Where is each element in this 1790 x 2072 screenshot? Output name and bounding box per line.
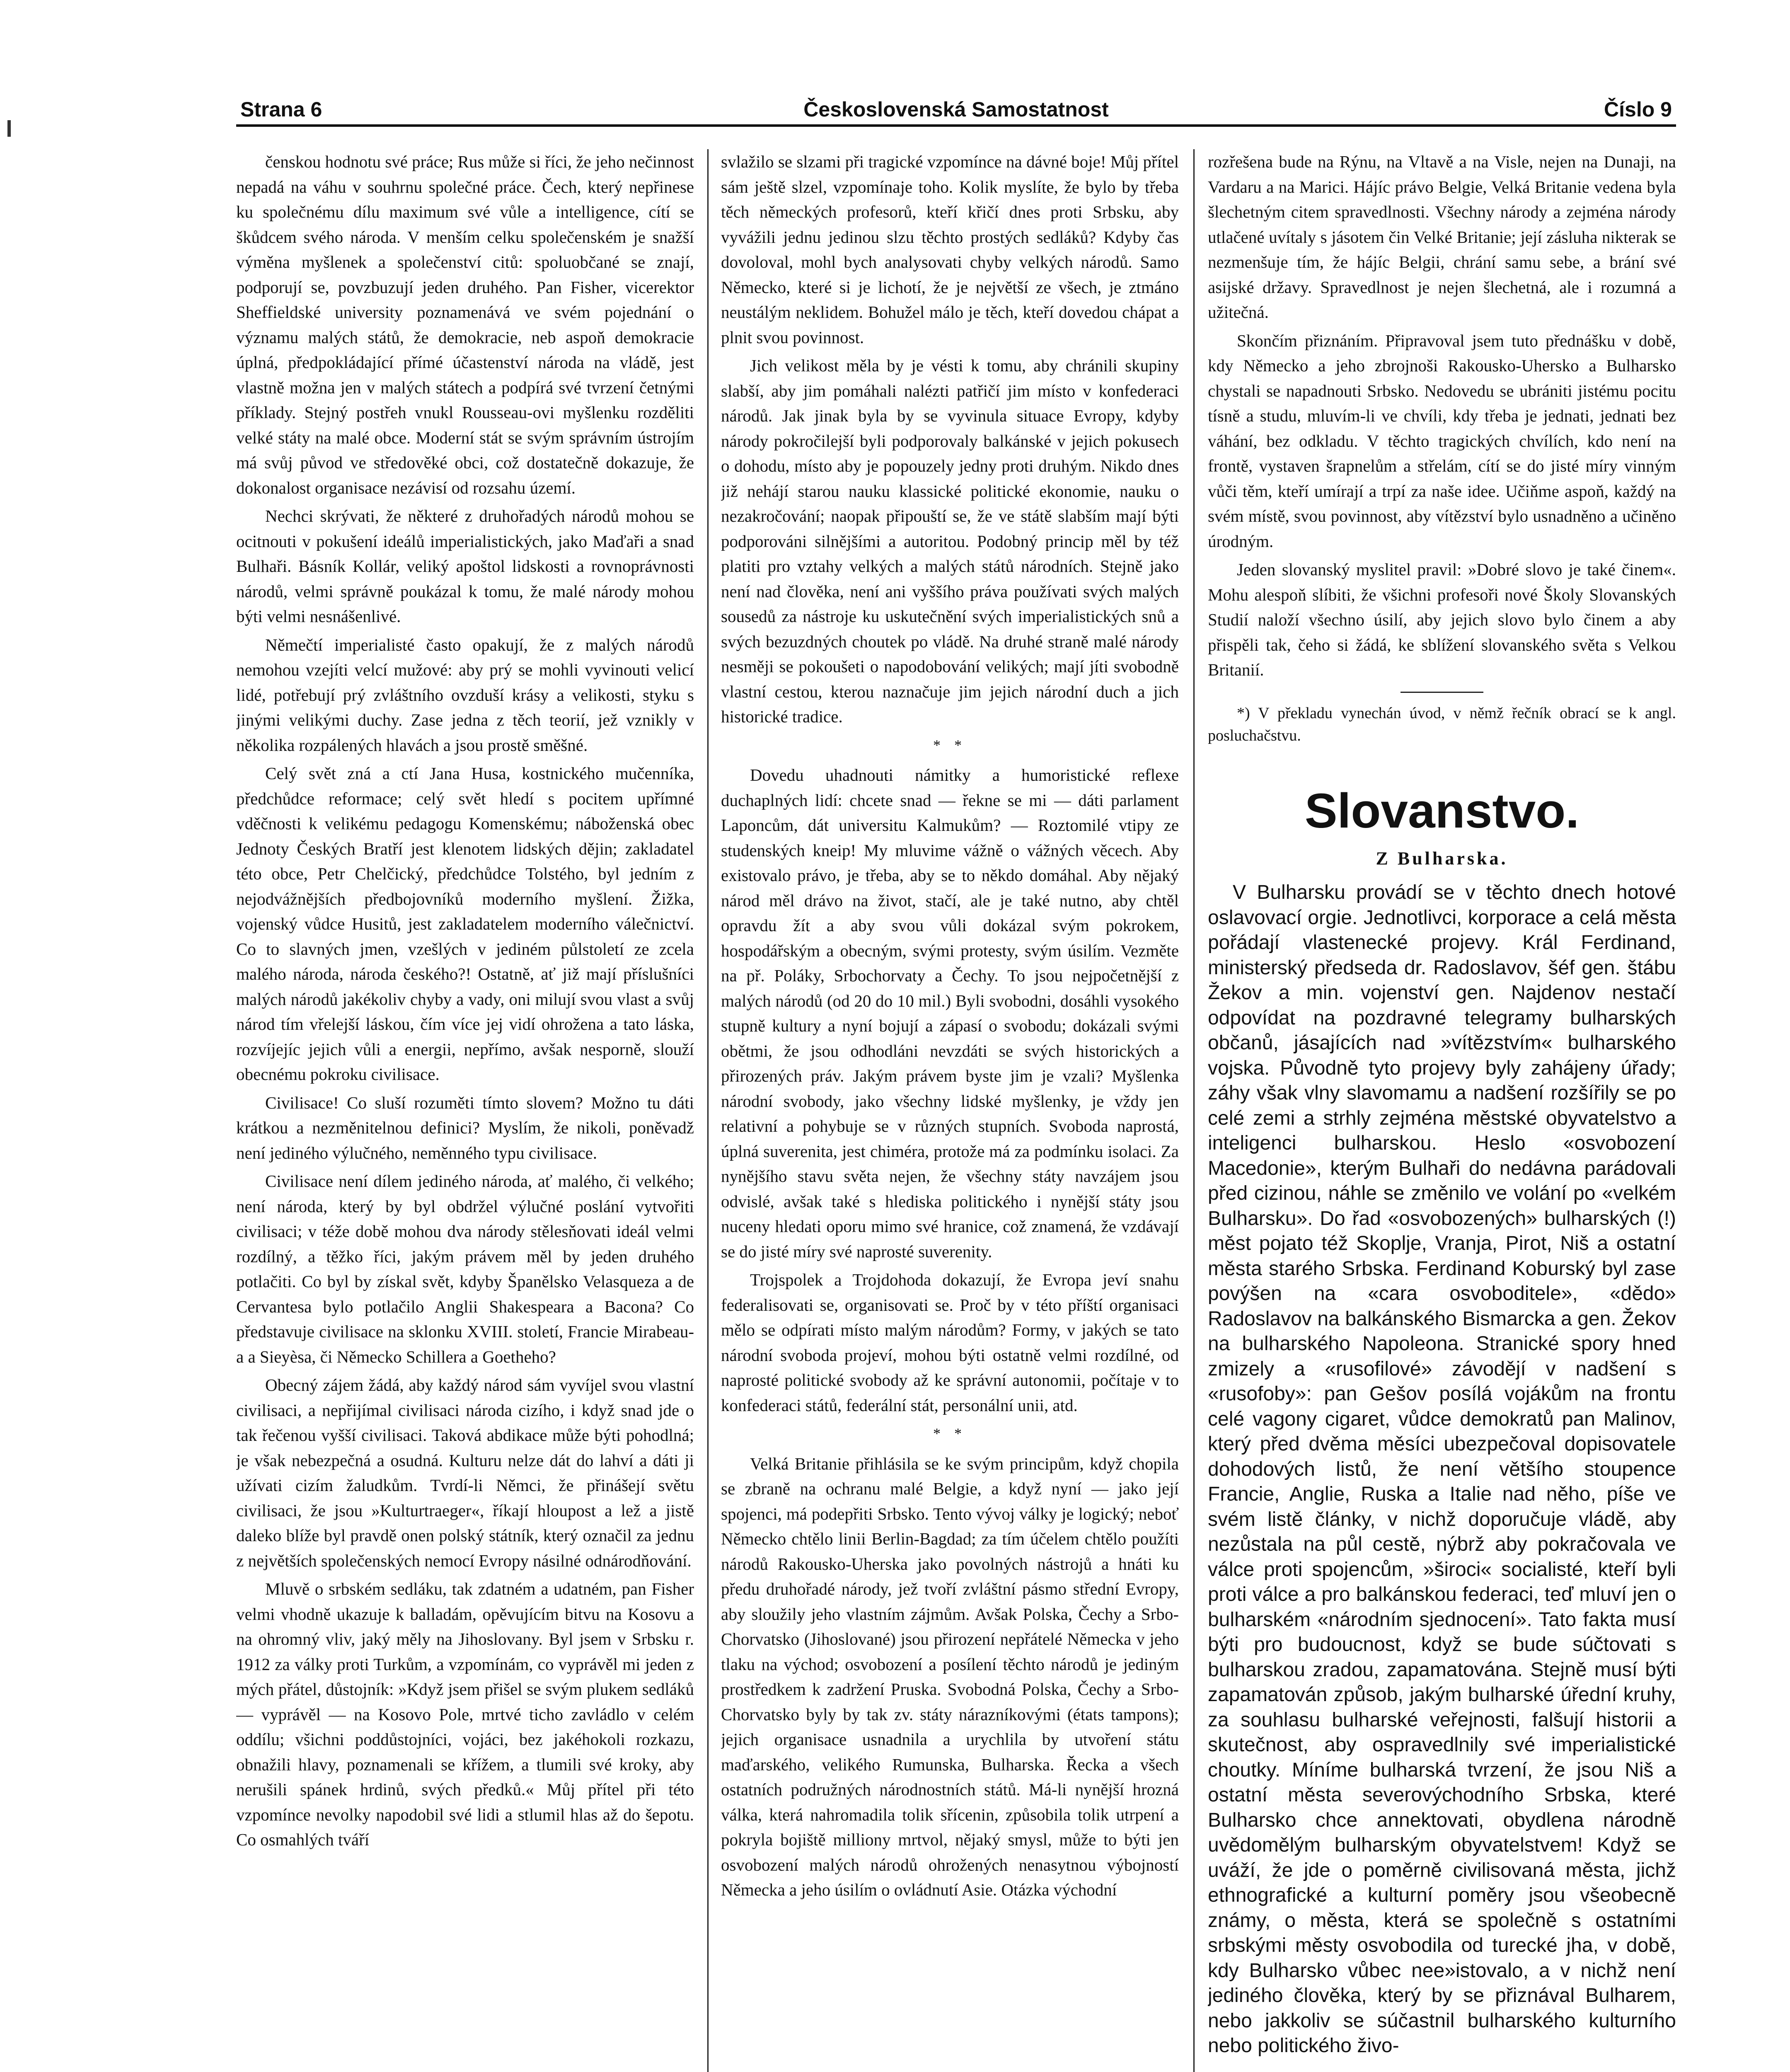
- paragraph: Celý svět zná a ctí Jana Husa, kostnického mučenníka, předchůdce reformace; celý svět hledí s pocitem upřímné vděčnosti k velikému pedagogu Komenskému; náboženská obec Jednoty Českých Bratří jest klenotem lidských dějin; zakladatel této obce, Petr Chelčický, předchůdce Tolstého, byl jedním z nejodvážnějších předbojovníků moderního myšlení. Žižka, vojenský vůdce Husitů, jest zakladatelem moderního válečnictví. Co to slavných jmen, vzešlých v jediném půlstoletí ze zcela malého národa, národa českého?! Ostatně, ať již mají příslušníci malých národů jakékoliv chyby a vady, oni milují svou vlast a svůj národ tím vřelejší láskou, čím více jej vidí ohrožena a tato láska, rozvíjejíc jejich vůli a energii, nepřímo, avšak nesporně, slouží obecnému pokroku civilisace.: [236, 764, 694, 1084]
- footnote: *) V překladu vynechán úvod, v němž řečník obrací se k angl. posluchačstvu.: [1208, 704, 1676, 744]
- section-title: Slovanstvo.: [1304, 783, 1580, 838]
- paragraph: Jich velikost měla by je vésti k tomu, aby chránili skupiny slabší, aby jim pomáhali nalézti patřičí jim místo v konfederaci národů. Jak jinak byla by se vyvinula situace Evropy, kdyby národy pokročilejší byli podporovaly balkánské v jejich pokusech o dohodu, místo aby je popouzely jedny proti druhým. Nikdo dnes již nehájí starou nauku klassické politické ekonomie, nauku o nezakročování; naopak připouští se, že ve státě slabším mají býti podporováni silnějšími a autoritou. Podobný princip měl by též platiti pro vztahy velkých a malých států národních. Stejně jako není nad člověka, není ani vyššího práva používati svých malých sousedů za nástroje ku uskutečnění svých imperialistických snů a svých bezuzdných choutek po vládě. Na druhé straně malé národy nesměji se pokoušeti o napodobování velikých; mají jíti svobodně vlastní cestou, kterou naznačuje jim jejich národní duch a jich historické tradice.: [721, 356, 1179, 726]
- article-column-1: [236, 149, 694, 2072]
- column-divider-2: [1193, 149, 1195, 2072]
- section-separator: * *: [933, 736, 967, 753]
- column-divider-1: [707, 149, 709, 2072]
- page-number: Strana 6: [240, 98, 322, 121]
- section-subtitle: Z Bulharska.: [1376, 848, 1508, 869]
- paragraph: Nechci skrývati, že některé z druhořadých národů mohou se ocitnouti v pokušení ideálů imperialistických, jako Maďaři a snad Bulhaři. Básník Kollár, veliký apoštol lidskosti a rovnoprávnosti národů, velmi správně poukázal k tomu, že malé národy mohou býti velmi nesnášenlivé.: [236, 506, 694, 626]
- paragraph: Dovedu uhadnouti námitky a humoristické reflexe duchaplných lidí: chcete snad — řekne se mi — dáti parlament Laponcům, dát universitu Kalmukům? — Roztomilé vtipy ze studenských kneip! My mluvime vážně o vážných věcech. Aby existovalo právo, je třeba, aby se to někdo domáhal. Aby nějaký národ měl drávo na život, stačí, ale je také nutno, aby chtěl opravdu žít a aby svou vůli dokázal svým pokrokem, hospodářským a obecným, svými protesty, svým úsilím. Vezměte na př. Poláky, Srbochorvaty a Čechy. To jsou nejpočetnější z malých národů (od 20 do 10 mil.) Byli svobodni, dosáhli vysokého stupně kultury a nyní bojují a zápasí o svobodu; dokázali svými obětmi, že jsou odhodláni nevzdáti se svých historických a přirozených práv. Jakým právem byste jim je vzali? Myšlenka národní svobody, jako všechny lidské myšlenky, je vždy jen relativní a pohybuje se v různých stupních. Svoboda naprostá, úplná suverenita, jest chiméra, protože má za podmínku isolaci. Za nynějšího stavu světa nejen, že všechny státy navzájem jsou odvislé, avšak také s hlediska politického i nynější státy jsou nuceny hledati oporu mimo své hranice, což znamená, že vzdávají se do jisté míry své naprosté suverenity.: [721, 765, 1179, 1261]
- paragraph: Němečtí imperialisté často opakují, že z malých národů nemohou vzejíti velcí mužové: aby prý se mohli vyvinouti velicí lidé, potřebují prý zvláštního ovzduší krásy a velikosti, styku s jinými velikými duchy. Zase jedna z těch teorií, jež vznikly v několika rozpálených hlavách a jsou prostě směšné.: [236, 635, 694, 755]
- publication-title: Československá Samostatnost: [803, 98, 1109, 121]
- paragraph: svlažilo se slzami při tragické vzpomínce na dávné boje! Můj přítel sám ještě slzel, vzpomínaje toho. Kolik myslíte, že bylo by třeba těch německých profesorů, kteří křičí dnes proti Srbsku, aby vyvážili jednu jedinou slzu těchto prostých sedláků? Kdyby čas dovoloval, mohl bych analysovati chyby velkých národů. Samo Německo, které si je lichotí, že je největší ze všech, je ztmáno neustálým neklidem. Bohužel málo je těch, kteří dovedou chápat a plnit svou povinnost.: [721, 152, 1179, 347]
- paragraph: čenskou hodnotu své práce; Rus může si říci, že jeho nečinnost nepadá na váhu v souhrnu společné práce. Čech, který nepřinese ku společnému dílu maximum své vůle a intelligence, cítí se škůdcem svého národa. V menším celku společenském je snažší výměna myšlenek a společenství citů: spoluobčané se znají, podporují se, povzbuzují jeden druhého. Pan Fisher, vicerektor Sheffieldské university poznamenává ve svém pojednání o významu malých států, že demokracie, neb aspoň demokracie úplná, předpokládající přímé účastenství národa na vládě, jest vlastně možna jen v malých státech a podpírá své tvrzení četnými příklady. Stejný postřeh vnukl Rousseau-ovi myšlenku rozděliti velké státy na malé obce. Moderní stát se svým správním ústrojím má svůj původ ve středověké obci, což dostatečně dokazuje, že dokonalost organisace nezávisí od rozsahu území.: [236, 152, 694, 497]
- scan-edge-mark: [7, 120, 11, 137]
- paragraph: Velká Britanie přihlásila se ke svým principům, když chopila se zbraně na ochranu malé Belgie, a když nyní — jako její spojenci, má podepřiti Srbsko. Tento vývoj války je logický; neboť Německo chtělo linii Berlin-Bagdad; za tím účelem chtělo použíti národů Rakousko-Uherska jako povolných nástrojů a hnáti ku předu druhořadé národy, jež tvoří zvláštní pásmo střední Evropy, aby sloužily jeho vlastním zájmům. Avšak Polska, Čechy a Srbo-Chorvatsko (Jihoslované) jsou přirození nepřátelé Německa v jeho tlaku na východ; osvobození a posílení těchto národů je jediným prostředkem k zadržení Pruska. Svobodná Polska, Čechy a Srbo-Chorvatsko byly by tak zv. státy nárazníkovými (états tampons); jejich organisace usnadnila a urychlila by utvoření státu maďarského, velikého Rumunska, Bulharska. Řecka a všech ostatních podružných národnostních států. Má-li nynější hrozná válka, která nahromadila tolik sřícenin, způsobila tolik utrpení a pokryla bojiště milliony mrtvol, nějaký smysl, může to býti jen osvobození malých národů ohrožených nenasytnou výbojností Německa a jeho úsilím o ovládnutí Asie. Otázka východní: [721, 1454, 1179, 1899]
- slovanstvo-article: [1208, 880, 1676, 2059]
- paragraph: Civilisace není dílem jediného národa, ať malého, či velkého; není národa, který by byl obdržel výlučné poslání vytvořiti civilisaci; v téže době mohou dva národy stělesňovati ideál velmi rozdílný, a těžko říci, jakým právem měl by jeden druhého potlačiti. Co byl by získal svět, kdyby Španělsko Velasqueza a de Cervantesa bylo potlačilo Anglii Shakespeara a Bacona? Co představuje civilisace na sklonku XVIII. století, Francie Mirabeau-a a Sieyèsa, či Německo Schillera a Goetheho?: [236, 1172, 694, 1366]
- page-header: [236, 93, 1676, 126]
- paragraph: rozřešena bude na Rýnu, na Vltavě a na Visle, nejen na Dunaji, na Vardaru a na Marici. Hájíc právo Belgie, Velká Britanie vedena byla šlechetným citem spravedlnosti. Všechny národy a zejména národy utlačené uvítaly s jásotem čin Velké Britanie; její zásluha nikterak se nezmenšuje tím, že hájíc Belgii, chrání samu sebe, a brání své asijské državy. Spravedlnost je nejen šlechetná, ale i rozumná a užitečná.: [1208, 152, 1676, 322]
- article-column-2: [721, 149, 1179, 2072]
- issue-number: Číslo 9: [1604, 98, 1672, 121]
- paragraph: Civilisace! Co sluší rozuměti tímto slovem? Možno tu dáti krátkou a nezměnitelnou definici? Myslím, že nikoli, poněvadž není jediného výlučného, neměnného typu civilisace.: [236, 1093, 694, 1162]
- section-separator: * *: [933, 1425, 967, 1442]
- paragraph: Trojspolek a Trojdohoda dokazují, že Evropa jeví snahu federalisovati se, organisovati se. Proč by v této příští organisaci mělo se odpírati místo malým národům? Formy, v jakých se tato národní svoboda projeví, mohou býti ostatně velmi rozdílné, od naprosté politické svobody až ke správní autonomii, počítaje v to konfederaci států, federální stát, personální unii, atd.: [721, 1270, 1179, 1415]
- paragraph: Skončím přiznáním. Připravoval jsem tuto přednášku v době, kdy Německo a jeho zbrojnoši Rakousko-Uhersko a Bulharsko chystali se napadnouti Srbsko. Nedovedu se ubrániti jistému pocitu tísně a studu, mluvím-li ve chvíli, kdy třeba je jednati, jednati bez váhání, bez odkladu. V těchto tragických chvílích, kdo není na frontě, vystaven šrapnelům a střelám, cítí se do jisté míry vinným vůči těm, kteří umírají a trpí za naše idee. Učiňme aspoň, každý na svém místě, svou povinnost, aby vítězství bylo usnadněno a učiněno úrodným.: [1208, 331, 1676, 551]
- header-rule: [236, 124, 1676, 127]
- paragraph: V Bulharsku provádí se v těchto dnech hotové oslavovací orgie. Jednotlivci, korporace a celá města pořádají vlastenecké projevy. Král Ferdinand, ministerský předseda dr. Radoslavov, šéf gen. štábu Žekov a min. vojenství gen. Najdenov nestačí odpovídat na pozdravné telegramy bulharských občanů, jásajících nad »vítězstvím« bulharského vojska. Původně tyto projevy byly zahájeny úřady; záhy však vlny slavomamu a nadšení rozšířily se po celé zemi a strhly zejména městské obyvatelstvo a inteligenci bulharskou. Heslo «osvobození Macedonie», kterým Bulhaři do nedávna parádovali před cizinou, náhle se změnilo ve volání po «velkém Bulharsku». Do řad «osvobozených» bulharských (!) měst pojato též Skoplje, Vranja, Pirot, Niš a ostatní města starého Srbska. Ferdinand Koburský byl zase povýšen na «cara osvoboditele», «dědo» Radoslavov na balkánského Bismarcka a gen. Žekov na bulharského Napoleona. Stranické spory hned zmizely a «rusofilové» závodějí v nadšení s «rusofoby»: pan Gešov posílá vojákům na frontu celé vagony cigaret, vůdce demokratů pan Malinov, který před dvěma měsíci ubezpečoval dopisovatele dohodových listů, že není většího stoupence Francie, Anglie, Ruska a Italie nad něho, píše ve svém listě články, v nichž doporučuje vládě, aby nezůstala na půl cestě, nýbrž aby pokračovala ve válce proti spojencům, »široci« socialisté, kteří byli proti válce a pro balkánskou federaci, teď mluví jen o bulharském «národním sjednocení». Tato fakta musí býti pro budoucnost, když se bude súčtovati s bulharskou zradou, zapamatována. Stejně musí býti zapamatován způsob, jakým bulharské úřední kruhy, za souhlasu bulharské veřejnosti, falšují historii a skutečnost, aby ospravedlnily své imperialistické choutky. Míníme bulharská tvrzení, že jsou Niš a ostatní města severovýchodního Srbska, které Bulharsko chce annektovati, obydlena národně uvědomělým bulharským obyvatelstvem! Když se uváží, že jde o poměrně civilisovaná města, jichž ethnografické a kulturní poměry jsou všeobecně známy, o města, která se společně s ostatními srbskými městy osvobodila od turecké jha, v době, kdy Bulharsko vůbec nee»istovalo, a v nichž není jediného člověka, který by se přiznával Bulharem, nebo jakkoliv se súčastnil bulharského kulturního nebo politického živo-: [1208, 881, 1676, 2057]
- article-column-3: [1208, 149, 1676, 2072]
- paragraph: Jeden slovanský myslitel pravil: »Dobré slovo je také činem«. Mohu alespoň slíbiti, že všichni profesoři nové Školy Slovanských Studií naloží všechno úsilí, aby jejich slovo bylo činem a aby přispěli tak, čeho si žádá, ke sblížení slovanského světa s Velkou Britanií.: [1208, 560, 1676, 679]
- paragraph: Obecný zájem žádá, aby každý národ sám vyvíjel svou vlastní civilisaci, a nepřijímal civilisaci národa cizího, i když snad jde o tak řečenou vyšší civilisaci. Taková abdikace může býti pohodlná; je však nebezpečná a osudná. Kulturu nelze dát do lahví a dáti ji užívati cizím žaludkům. Tvrdí-li Němci, že přinášejí světu civilisaci, že jsou »Kulturtraeger«, říkají hloupost a lež a jistě daleko blíže byl pravdě onen polský státník, který označil za jednu z největších společenských nemocí Evropy násilné odnárodňování.: [236, 1375, 694, 1570]
- footnote-rule: [1401, 692, 1483, 693]
- paragraph: Mluvě o srbském sedláku, tak zdatném a udatném, pan Fisher velmi vhodně ukazuje k balladám, opěvujícím bitvu na Kosovu a na ohromný vliv, jaký měly na Jihoslovany. Byl jsem v Srbsku r. 1912 za války proti Turkům, a vzpomínám, co vyprávěl mi jeden z mých přátel, důstojník: »Když jsem přišel se svým plukem sedláků — vyprávěl — na Kosovo Pole, mrtvé ticho zavládlo v celém oddílu; všichni poddůstojníci, vojáci, bez jakéhokoli rozkazu, obnažili hlavy, poznamenali se křížem, a tlumili své kroky, aby nerušili spánek hrdinů, svých předků.« Můj přítel při této vzpomínce nevolky napodobil své lidi a stlumil hlas až do šepotu. Co osmahlých tváří: [236, 1579, 694, 1849]
